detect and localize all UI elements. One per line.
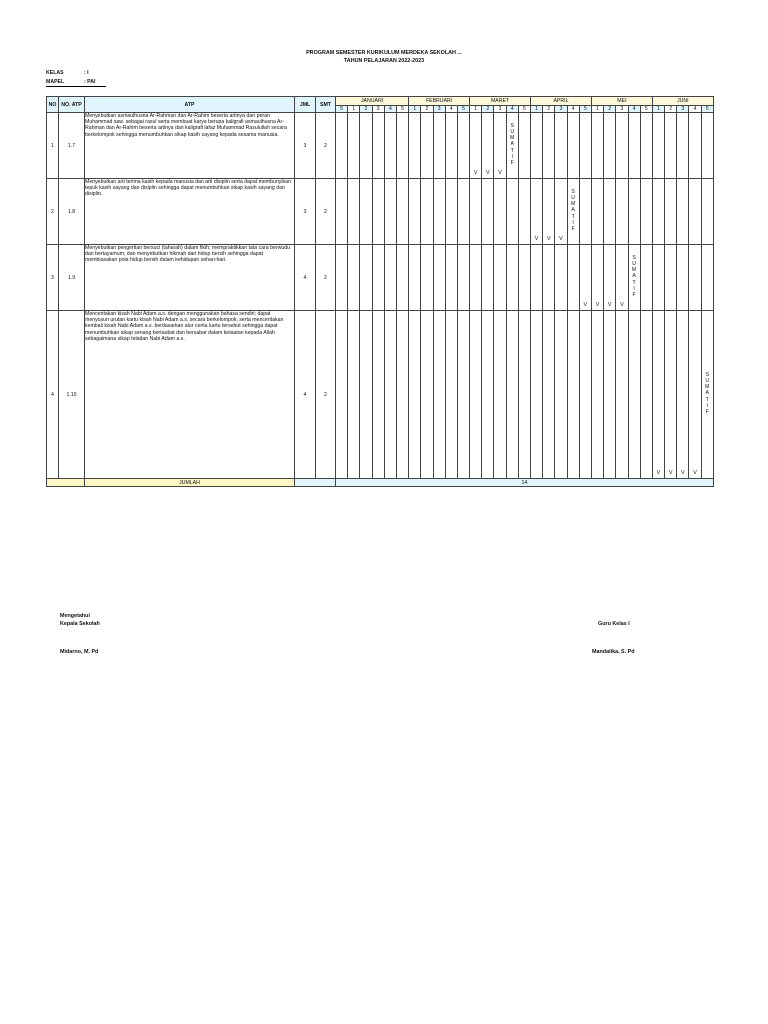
week-header: 4 [506, 106, 518, 113]
document-title: PROGRAM SEMESTER KURIKULUM MERDEKA SEKOLAH ... [306, 50, 462, 56]
week-header: 3 [555, 106, 567, 113]
week-mark: V [689, 311, 701, 479]
week-cell [518, 245, 530, 311]
mapel-line [46, 79, 106, 87]
week-cell [409, 245, 421, 311]
week-cell [470, 311, 482, 479]
week-cell [396, 179, 408, 245]
week-cell [567, 245, 579, 311]
week-cell [652, 179, 664, 245]
week-cell [677, 179, 689, 245]
week-cell [348, 311, 360, 479]
week-cell [409, 179, 421, 245]
program-semester-table [46, 96, 714, 487]
week-header: 5 [579, 106, 591, 113]
week-cell [652, 245, 664, 311]
week-cell [384, 113, 396, 179]
col-header-no: NO [47, 97, 59, 113]
row-no: 4 [47, 311, 59, 479]
week-cell [494, 311, 506, 479]
week-cell [409, 311, 421, 479]
week-mark: V [665, 311, 677, 479]
footer-spacer-2 [295, 479, 336, 487]
week-header: 2 [421, 106, 433, 113]
week-cell [360, 113, 372, 179]
week-vertical-note [701, 311, 713, 479]
week-cell [604, 311, 616, 479]
week-cell [518, 311, 530, 479]
week-header: 2 [543, 106, 555, 113]
week-cell [518, 113, 530, 179]
week-cell [567, 311, 579, 479]
footer-total: 14 [336, 479, 714, 487]
week-cell [677, 245, 689, 311]
week-cell [616, 311, 628, 479]
week-cell [567, 113, 579, 179]
week-cell [494, 179, 506, 245]
mapel-value: : PAI [84, 79, 96, 85]
week-mark: V [470, 113, 482, 179]
week-cell [628, 179, 640, 245]
week-cell [701, 179, 713, 245]
vertical-word: S U M A T I F [570, 189, 576, 232]
week-cell [543, 245, 555, 311]
week-cell [506, 311, 518, 479]
week-header: 1 [531, 106, 543, 113]
week-header: 1 [348, 106, 360, 113]
week-cell [396, 311, 408, 479]
row-smt: 2 [316, 245, 336, 311]
kelas-line [46, 70, 89, 76]
week-header: 1 [591, 106, 603, 113]
sig-right-name: Mandalika, S. Pd [592, 649, 635, 655]
week-header: 4 [445, 106, 457, 113]
week-header: 5 [396, 106, 408, 113]
week-cell [579, 179, 591, 245]
row-no-atp: 1.10 [59, 311, 85, 479]
row-no-atp: 1.8 [59, 179, 85, 245]
col-header-no-atp: NO. ATP [59, 97, 85, 113]
week-mark: V [482, 113, 494, 179]
week-cell [591, 311, 603, 479]
week-header: 2 [665, 106, 677, 113]
week-cell [372, 179, 384, 245]
week-cell [531, 245, 543, 311]
week-cell [531, 113, 543, 179]
week-cell [372, 245, 384, 311]
week-header: 3 [616, 106, 628, 113]
week-cell [372, 113, 384, 179]
week-header: 1 [652, 106, 664, 113]
week-cell [555, 311, 567, 479]
week-cell [421, 179, 433, 245]
week-cell [482, 179, 494, 245]
week-mark: V [555, 179, 567, 245]
week-mark: V [604, 245, 616, 311]
month-header: FEBRUARI [409, 97, 470, 106]
week-cell [482, 245, 494, 311]
week-cell [396, 113, 408, 179]
row-jml: 4 [295, 245, 316, 311]
week-cell [482, 311, 494, 479]
week-header: 1 [470, 106, 482, 113]
vertical-text-group [507, 123, 518, 166]
row-smt: 2 [316, 113, 336, 179]
academic-year: TAHUN PELAJARAN 2022-2023 [343, 58, 425, 64]
week-header: 2 [360, 106, 372, 113]
week-cell [360, 179, 372, 245]
week-cell [640, 245, 652, 311]
vertical-word: S U M A T I F [705, 372, 710, 415]
footer-spacer [47, 479, 85, 487]
week-mark: V [616, 245, 628, 311]
week-cell [457, 311, 469, 479]
week-vertical-note [628, 245, 640, 311]
week-header: 5 [701, 106, 713, 113]
week-cell [457, 179, 469, 245]
vertical-text-group [568, 189, 579, 232]
week-cell [604, 179, 616, 245]
week-header: 3 [433, 106, 445, 113]
week-header: 3 [372, 106, 384, 113]
week-cell [336, 245, 348, 311]
week-header: 3 [677, 106, 689, 113]
week-cell [591, 113, 603, 179]
week-cell [384, 311, 396, 479]
week-cell [506, 245, 518, 311]
week-cell [457, 113, 469, 179]
week-cell [348, 179, 360, 245]
week-header: 4 [689, 106, 701, 113]
row-atp-text: Menceritakan kisah Nabi Adam a.s. dengan menggunakan bahasa sendiri; dapat menyusun urutan kartu kisah Nabi Adam a.s. secara berkelompok; serta menceritakan kembali kisah Nabi Adam a.s. berdasarkan alur cerita kartu tersebut sehingga dapat menumbuhkan sikap senang bertaubat dan bersabar dalam ketaatan kepada Allah sebagaimana sikap teladan Nabi Adam a.s. [85, 311, 295, 479]
month-header: MEI [591, 97, 652, 106]
week-cell [689, 113, 701, 179]
sig-left-line2: Kepala Sekolah [60, 621, 100, 627]
week-mark: V [652, 311, 664, 479]
week-cell [470, 245, 482, 311]
week-cell [555, 245, 567, 311]
row-no: 2 [47, 179, 59, 245]
week-cell [445, 245, 457, 311]
table-row [47, 113, 714, 179]
week-cell [384, 245, 396, 311]
week-header: 2 [604, 106, 616, 113]
week-mark: V [579, 245, 591, 311]
week-header: 4 [628, 106, 640, 113]
row-no: 1 [47, 113, 59, 179]
week-cell [591, 179, 603, 245]
month-header: JUNI [652, 97, 713, 106]
week-mark: V [494, 113, 506, 179]
week-cell [640, 311, 652, 479]
month-header: APRIL [531, 97, 592, 106]
week-cell [348, 245, 360, 311]
week-cell [421, 311, 433, 479]
col-header-atp: ATP [85, 97, 295, 113]
week-cell [689, 179, 701, 245]
week-mark: V [531, 179, 543, 245]
week-cell [445, 311, 457, 479]
row-atp-text: Menyebutkan asmaulhusna Ar-Rahman dan Ar-Rahim beserta artinya dan peran Muhammad saw. sebagai rasul serta membuat karya berupa kaligrafi asmaulhusna Ar-Rahman dan Ar-Rahim beserta artinya dan kaligrafi lafaz Muhammad Rasulullah secara berkelompok sehingga menumbuhkan sikap kasih sayang kepada sesama manusia. [85, 113, 295, 179]
week-cell [616, 179, 628, 245]
row-jml: 4 [295, 311, 316, 479]
week-header: 2 [482, 106, 494, 113]
month-header: MARET [470, 97, 531, 106]
week-cell [433, 311, 445, 479]
week-cell [396, 245, 408, 311]
week-cell [616, 113, 628, 179]
week-cell [689, 245, 701, 311]
week-mark: V [543, 179, 555, 245]
row-jml: 3 [295, 113, 316, 179]
week-cell [677, 113, 689, 179]
week-header: 5 [336, 106, 348, 113]
week-cell [543, 311, 555, 479]
week-cell [360, 245, 372, 311]
month-header: JANUARI [336, 97, 409, 106]
week-cell [433, 245, 445, 311]
row-atp-text: Menyebutkan arti terima kasih kepada manusia dan arti disiplin serta dapat membunyikan tepuk kasih sayang dan disiplin sehingga dapat menumbuhkan sikap kasih sayang dan disiplin. [85, 179, 295, 245]
table-row [47, 311, 714, 479]
week-cell [628, 113, 640, 179]
week-cell [433, 113, 445, 179]
week-cell [531, 311, 543, 479]
week-cell [360, 311, 372, 479]
week-cell [701, 113, 713, 179]
week-cell [604, 113, 616, 179]
week-cell [555, 113, 567, 179]
week-cell [640, 179, 652, 245]
week-cell [506, 179, 518, 245]
week-cell [384, 179, 396, 245]
week-cell [445, 113, 457, 179]
week-cell [336, 179, 348, 245]
row-jml: 3 [295, 179, 316, 245]
week-cell [701, 245, 713, 311]
col-header-smt: SMT [316, 97, 336, 113]
week-header: 5 [457, 106, 469, 113]
week-cell [518, 179, 530, 245]
kelas-value: : I [84, 70, 89, 76]
table-row [47, 245, 714, 311]
week-cell [336, 311, 348, 479]
week-cell [494, 245, 506, 311]
row-atp-text: Menyebutkan pengertian bersuci (taharah) dalam fikih; mempraktikkan tata cara berwudu dan bertayamum; dan menyebutkan hikmah dari hidup bersih sehingga dapat membiasakan pola hidup bersih dalam kehidupan sehari-hari. [85, 245, 295, 311]
week-header: 4 [567, 106, 579, 113]
col-header-jml: JML [295, 97, 316, 113]
table-row [47, 179, 714, 245]
week-cell [652, 113, 664, 179]
row-smt: 2 [316, 311, 336, 479]
week-cell [421, 113, 433, 179]
vertical-text-group [629, 255, 640, 298]
week-cell [665, 245, 677, 311]
week-cell [421, 245, 433, 311]
week-cell [470, 179, 482, 245]
week-cell [628, 311, 640, 479]
week-cell [433, 179, 445, 245]
week-header: 4 [384, 106, 396, 113]
vertical-text-group [702, 372, 713, 415]
row-no-atp: 1.7 [59, 113, 85, 179]
week-cell [579, 113, 591, 179]
vertical-word: S U M A T I F [631, 255, 637, 298]
vertical-word: S U M A T I F [510, 123, 515, 166]
week-header: 5 [640, 106, 652, 113]
mapel-label: MAPEL [46, 79, 65, 85]
sig-right-line1: Guru Kelas I [598, 621, 630, 627]
week-cell [665, 113, 677, 179]
week-mark: V [677, 311, 689, 479]
week-cell [579, 311, 591, 479]
week-header: 3 [494, 106, 506, 113]
sig-left-name: Midarno, M. Pd [60, 649, 99, 655]
row-no: 3 [47, 245, 59, 311]
week-cell [457, 245, 469, 311]
week-cell [348, 113, 360, 179]
week-header: 1 [409, 106, 421, 113]
week-mark: V [591, 245, 603, 311]
week-vertical-note [567, 179, 579, 245]
week-cell [336, 113, 348, 179]
week-cell [409, 113, 421, 179]
sig-left-line1: Mengetahui [60, 613, 90, 619]
kelas-label: KELAS [46, 70, 64, 76]
row-smt: 2 [316, 179, 336, 245]
week-cell [640, 113, 652, 179]
week-cell [372, 311, 384, 479]
row-no-atp: 1.9 [59, 245, 85, 311]
week-vertical-note [506, 113, 518, 179]
week-header: 5 [518, 106, 530, 113]
footer-label: JUMLAH [85, 479, 295, 487]
week-cell [445, 179, 457, 245]
week-cell [543, 113, 555, 179]
week-cell [665, 179, 677, 245]
